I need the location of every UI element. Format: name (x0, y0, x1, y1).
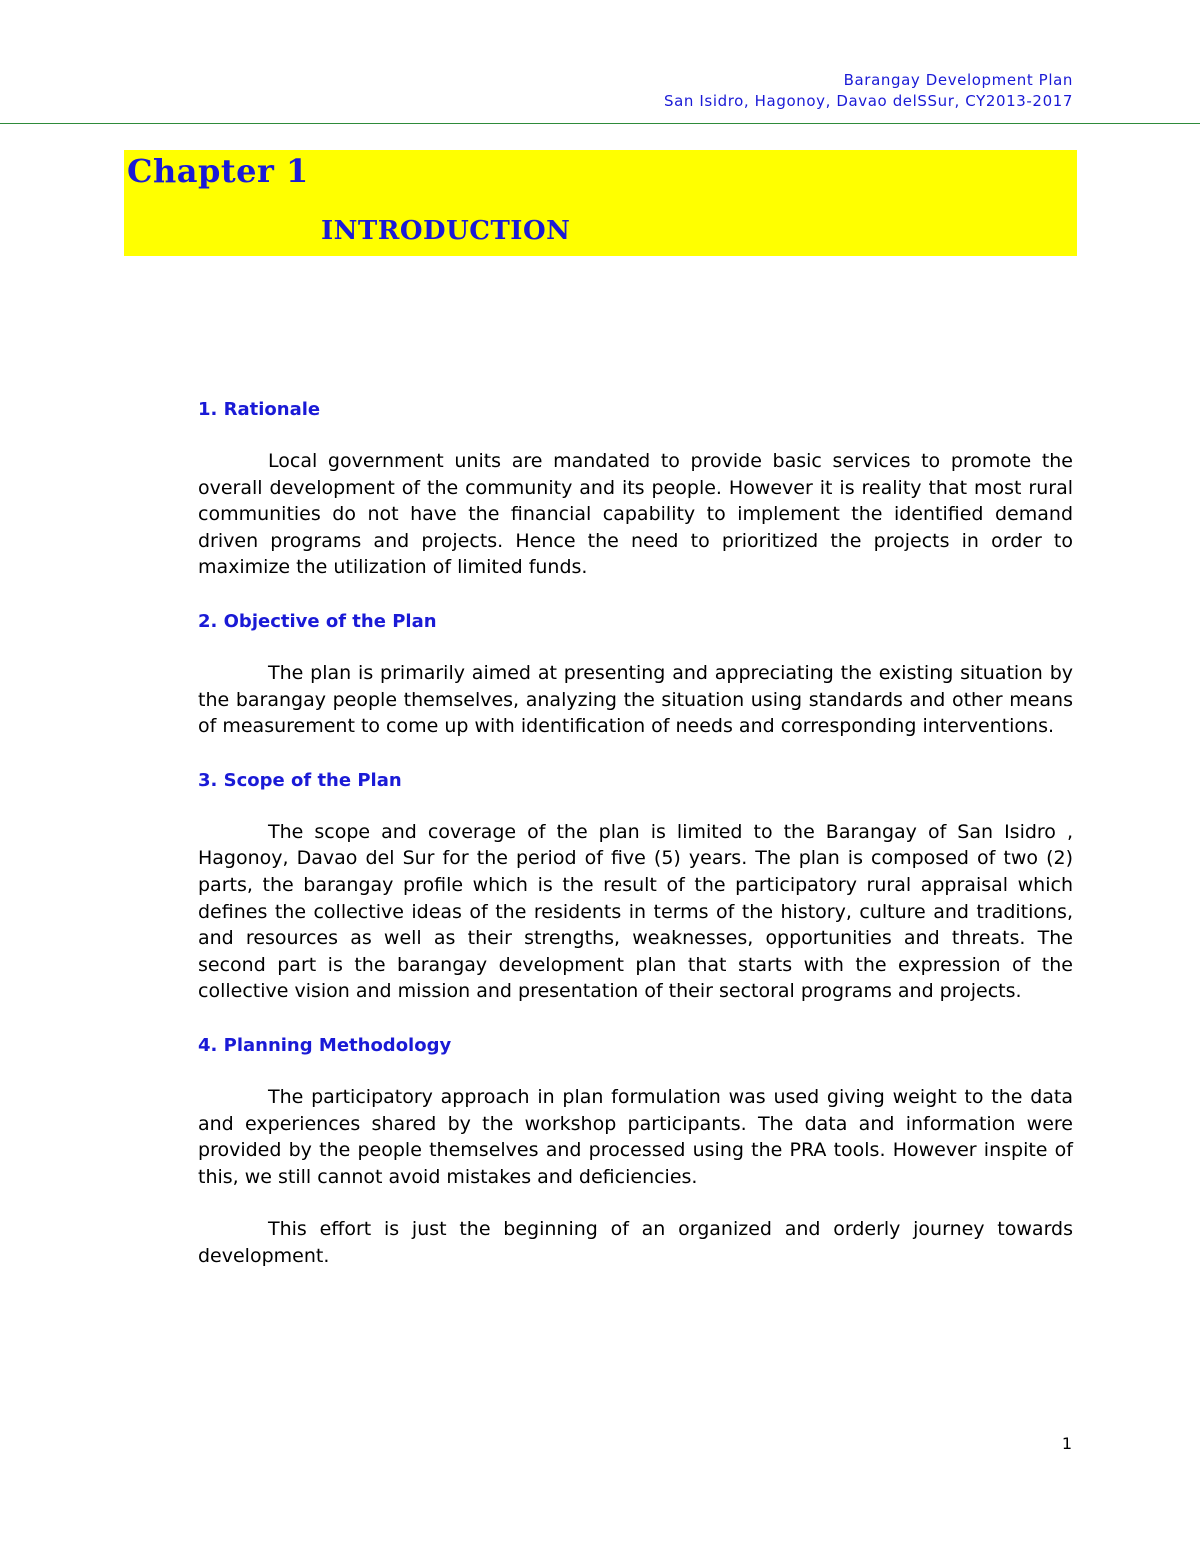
section-methodology (198, 1032, 1073, 1270)
section-paragraph: The scope and coverage of the plan is limited to the Barangay of San Isidro , Hagonoy, Davao del Sur for the period of five (5) years. The plan is composed of two (2) parts, the barangay profile which is the result of the participatory rural appraisal which defines the collective ideas of the residents in terms of the history, culture and traditions, and resources as well as their strengths, weaknesses, opportunities and threats. The second part is the barangay development plan that starts with the expression of the collective vision and mission and presentation of their sectoral programs and projects. (198, 820, 1073, 1003)
section-scope (198, 767, 1073, 1005)
running-header-subtitle: San Isidro, Hagonoy, Davao delSSur, CY2013-2017 (664, 92, 1073, 110)
running-header (664, 70, 1073, 112)
chapter-number: Chapter 1 (127, 152, 309, 190)
section-objective (198, 608, 1073, 740)
section-paragraph: The participatory approach in plan formulation was used giving weight to the data and experiences shared by the workshop participants. The data and information were provided by the people themselves and processed using the PRA tools. However inspite of this, we still cannot avoid mistakes and deficiencies. (198, 1085, 1073, 1188)
section-heading: 2. Objective of the Plan (198, 610, 437, 632)
document-body (198, 396, 1073, 1269)
section-paragraph: The plan is primarily aimed at presenting and appreciating the existing situation by the barangay people themselves, analyzing the situation using standards and other means of measurement to come up with identification of needs and corresponding interventions. (198, 661, 1073, 738)
chapter-banner (124, 150, 1077, 256)
header-divider (0, 123, 1200, 124)
section-paragraph: This effort is just the beginning of an organized and orderly journey towards development. (198, 1218, 1073, 1267)
section-heading: 3. Scope of the Plan (198, 769, 402, 791)
page-number: 1 (1061, 1434, 1072, 1453)
chapter-title: INTRODUCTION (321, 216, 571, 246)
section-heading: 1. Rationale (198, 399, 321, 420)
section-rationale (198, 396, 1073, 581)
running-header-title: Barangay Development Plan (843, 71, 1073, 89)
section-heading: 4. Planning Methodology (198, 1034, 452, 1056)
section-paragraph: Local government units are mandated to provide basic services to promote the overall development of the community and its people. However it is reality that most rural communities do not have the financial capability to implement the identified demand driven programs and projects. Hence the need to prioritized the projects in order to maximize the utilization of limited funds. (198, 450, 1073, 579)
